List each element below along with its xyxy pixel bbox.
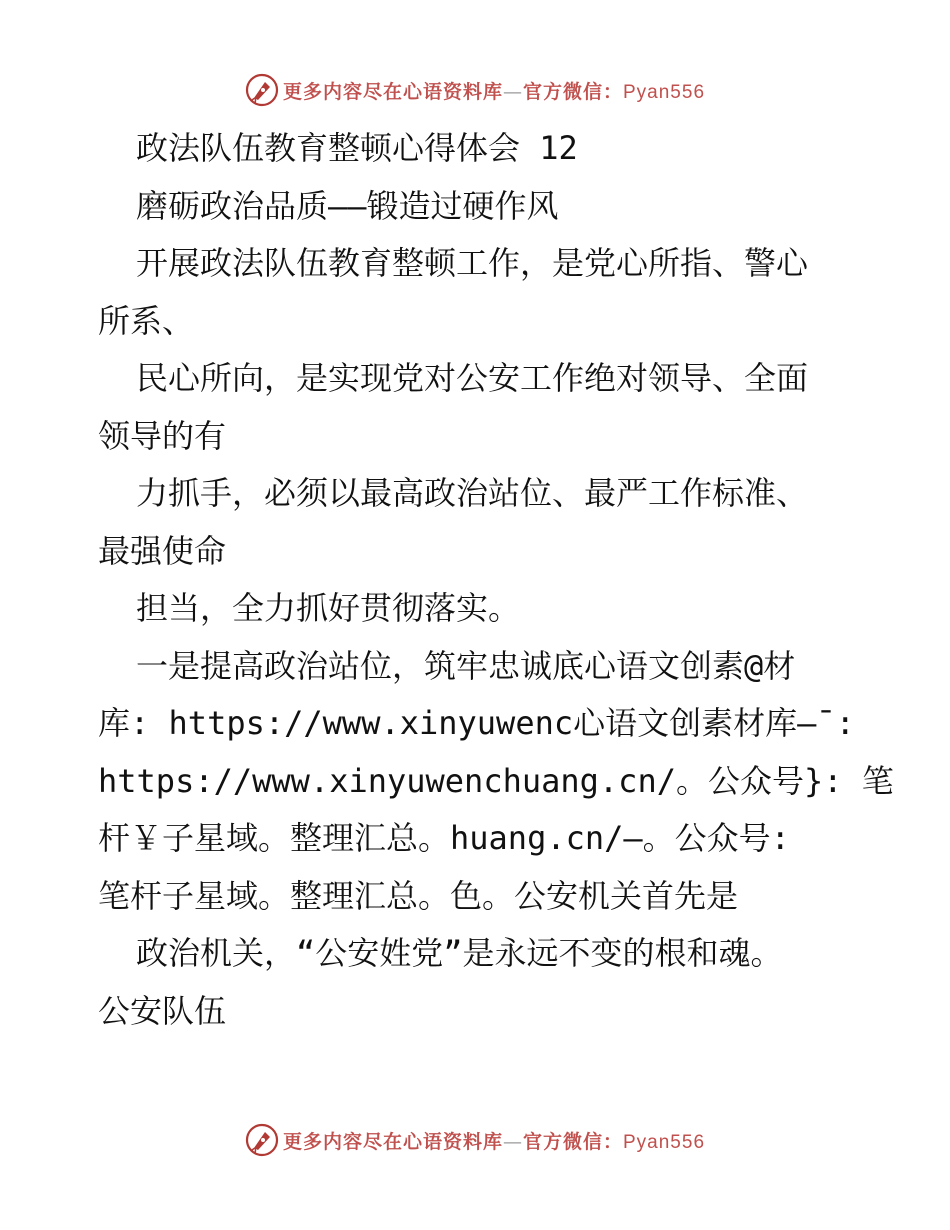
banner-sub-text: 官方微信： bbox=[522, 1130, 623, 1153]
paragraph-line: https://www.xinyuwenchuang.cn/。公众号}: 笔 bbox=[98, 761, 894, 800]
paragraph-line: 笔杆子星域。整理汇总。色。公安机关首先是 bbox=[98, 876, 739, 915]
paragraph-line: 所系、 bbox=[98, 301, 195, 340]
pen-nib-logo-icon bbox=[245, 73, 279, 107]
document-title: 政法队伍教育整顿心得体会 12 bbox=[136, 129, 578, 167]
paragraph-line: 杆￥子星域。整理汇总。huang.cn/—。公众号: bbox=[98, 819, 790, 857]
banner-wechat-id: Pyan556 bbox=[623, 1131, 706, 1153]
banner-sub-text: 官方微信： bbox=[522, 80, 623, 103]
paragraph-line: 开展政法队伍教育整顿工作，是党心所指、警心 bbox=[136, 244, 809, 282]
paragraph-line: 领导的有 bbox=[98, 416, 227, 455]
banner-wechat-id: Pyan556 bbox=[623, 81, 706, 103]
paragraph-line: 公安队伍 bbox=[98, 991, 227, 1030]
paragraph-line: 力抓手，必须以最高政治站位、最严工作标准、 bbox=[136, 474, 809, 512]
paragraph-line: 最强使命 bbox=[98, 531, 227, 570]
banner-separator: — bbox=[502, 80, 523, 103]
paragraph-line: 民心所向，是实现党对公安工作绝对领导、全面 bbox=[136, 359, 809, 397]
banner-main-text: 更多内容尽在心语资料库 bbox=[282, 80, 503, 103]
paragraph-line: 库: https://www.xinyuwenc心语文创素材库—¯: bbox=[98, 704, 855, 742]
paragraph-line: 担当，全力抓好贯彻落实。 bbox=[136, 589, 521, 627]
paragraph-line: 一是提高政治站位，筑牢忠诚底心语文创素@材 bbox=[136, 646, 796, 685]
banner-separator: — bbox=[502, 1130, 523, 1153]
footer-banner bbox=[0, 1120, 950, 1160]
banner-label bbox=[283, 1127, 705, 1154]
document-body bbox=[98, 120, 894, 1040]
banner-label bbox=[283, 77, 705, 104]
pen-nib-logo-icon bbox=[245, 1123, 279, 1157]
banner-main-text: 更多内容尽在心语资料库 bbox=[282, 1130, 503, 1153]
header-banner bbox=[0, 70, 950, 110]
paragraph-line: 政治机关，“公安姓党”是永远不变的根和魂。 bbox=[136, 934, 783, 972]
document-subtitle: 磨砺政治品质——锻造过硬作风 bbox=[136, 186, 559, 225]
